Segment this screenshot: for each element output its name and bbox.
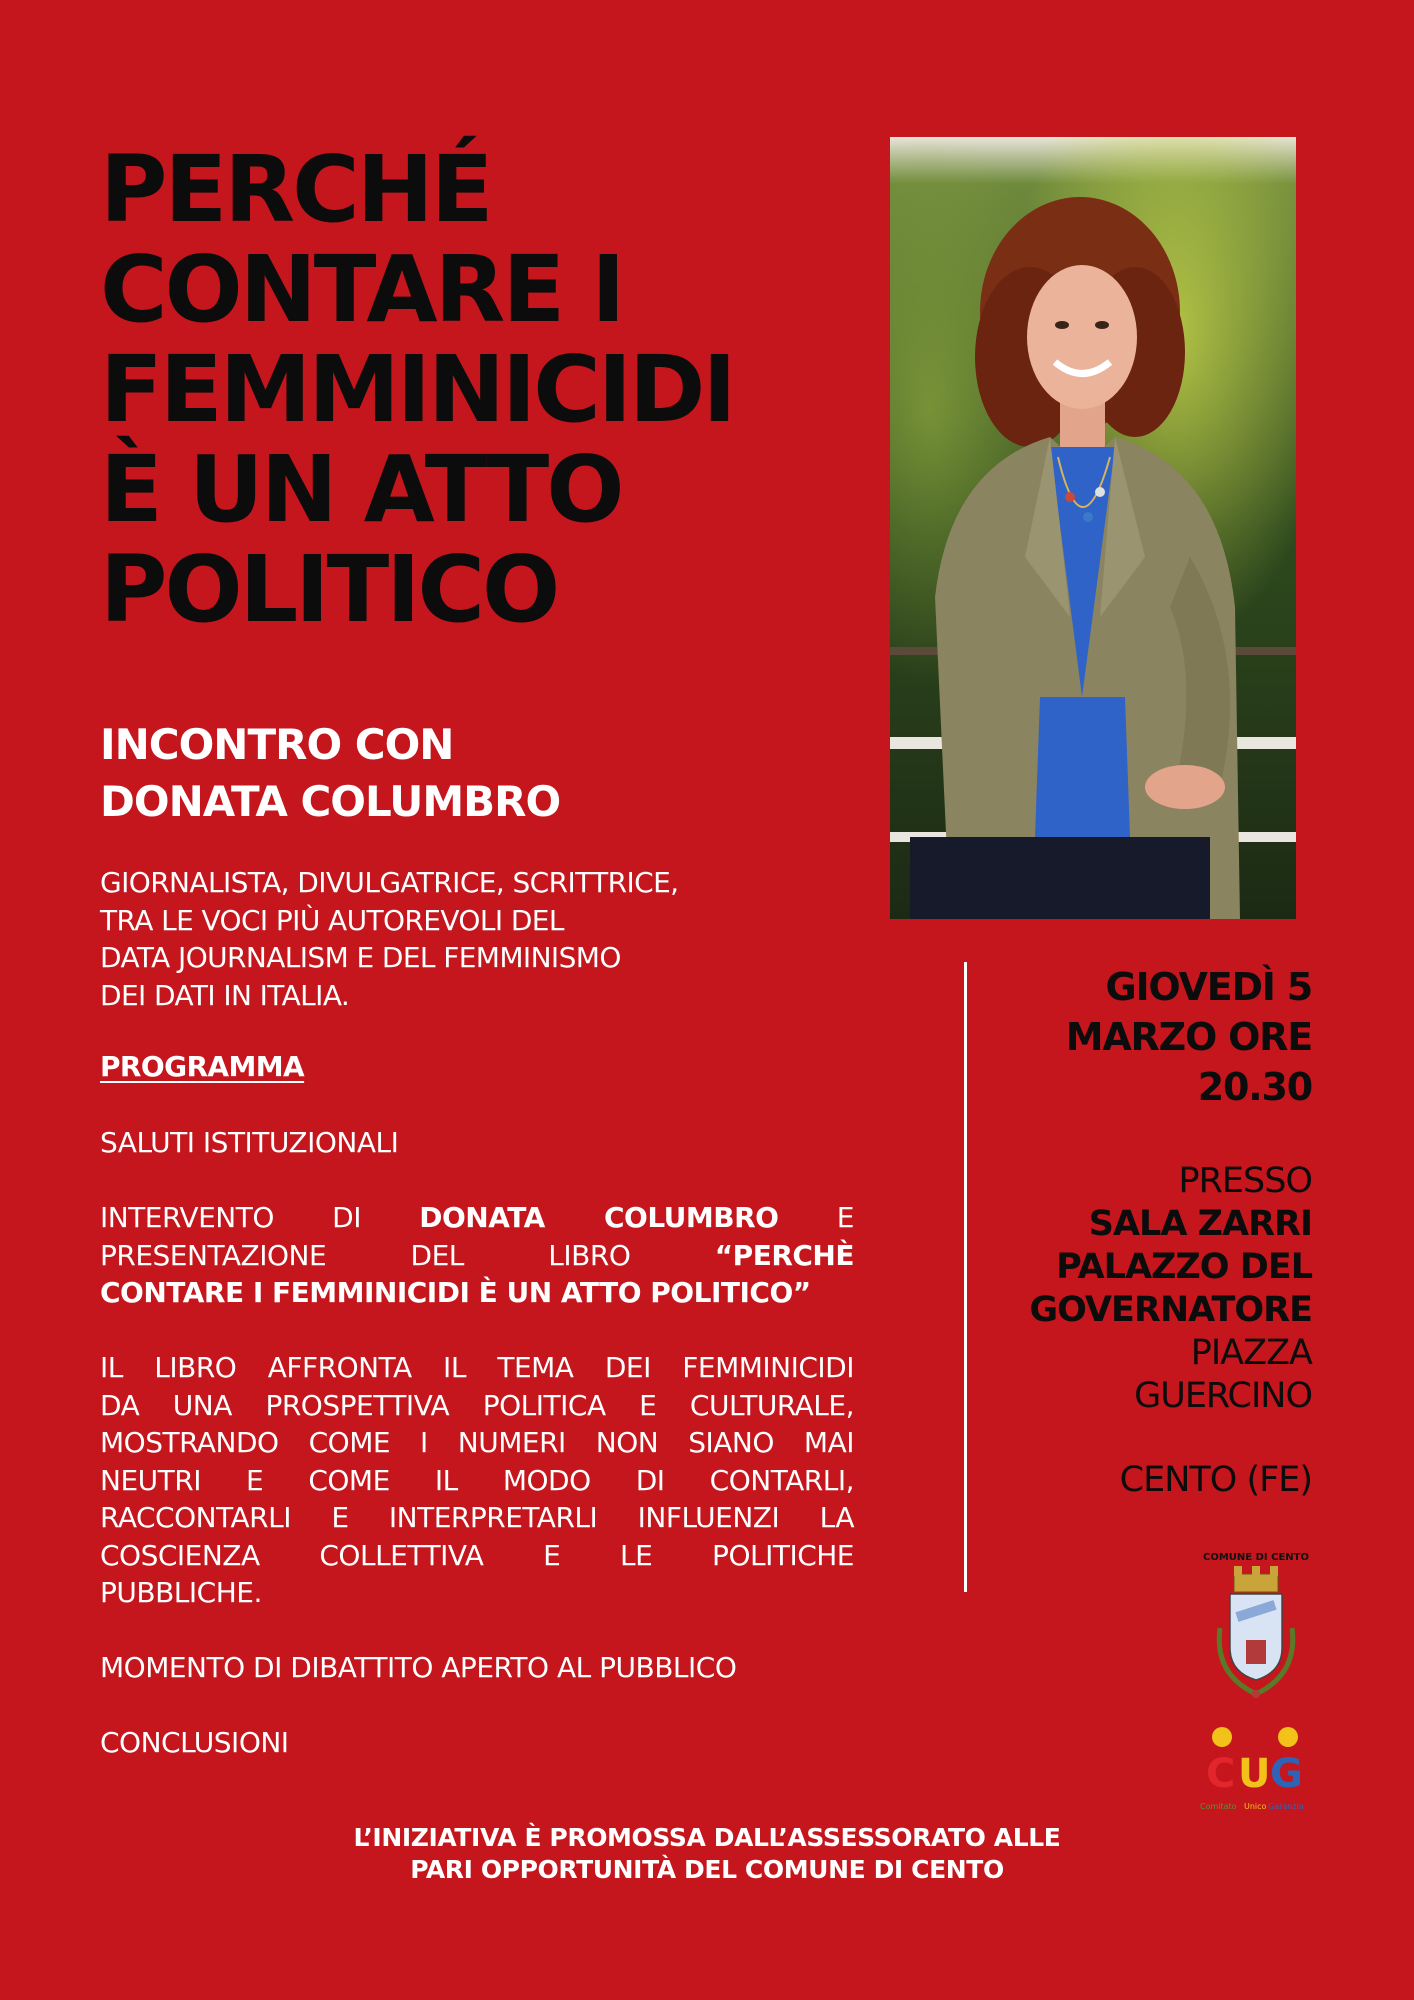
book-title: CONTARE I FEMMINICIDI È UN ATTO POLITICO” (100, 1276, 811, 1309)
comune-di-cento-crest-icon (1190, 1548, 1322, 1708)
footer-note (0, 1822, 1414, 1886)
libro-line: COSCIENZA COLLETTIVA E LE POLITICHE (100, 1538, 854, 1572)
footer-line: PARI OPPORTUNITÀ DEL COMUNE DI CENTO (410, 1855, 1004, 1884)
cug-letter: G (1270, 1751, 1303, 1797)
intervento-text: PRESENTAZIONE DEL LIBRO (100, 1238, 631, 1272)
footer-line: L’INIZIATIVA È PROMOSSA DALL’ASSESSORATO ALLE (353, 1823, 1061, 1852)
cug-caption: Comitato (1200, 1802, 1237, 1811)
bio-line: DATA JOURNALISM E DEL FEMMINISMO (100, 941, 621, 974)
event-title (100, 136, 800, 643)
cug-logo-icon (1200, 1725, 1310, 1815)
date-line: GIOVEDÌ 5 (1105, 965, 1312, 1009)
vertical-divider (964, 962, 967, 1592)
program-dibattito: MOMENTO DI DIBATTITO APERTO AL PUBBLICO (100, 1651, 737, 1684)
date-line: 20.30 (1197, 1065, 1312, 1109)
bio-line: GIORNALISTA, DIVULGATRICE, SCRITTRICE, (100, 866, 679, 899)
program-intervento (100, 1199, 854, 1312)
event-city: CENTO (FE) (1119, 1460, 1312, 1500)
guest-heading (100, 716, 800, 830)
cug-letter: C (1206, 1751, 1236, 1797)
intervento-text: E (836, 1201, 854, 1234)
title-line: CONTARE I (100, 236, 623, 343)
venue-presso: PRESSO (1178, 1161, 1312, 1201)
intervento-line (100, 1199, 854, 1237)
intervento-line (100, 1274, 854, 1312)
cug-caption: Garanzia (1268, 1802, 1304, 1811)
date-line: MARZO ORE (1065, 1015, 1312, 1059)
program-conclusioni: CONCLUSIONI (100, 1726, 289, 1759)
title-line: POLITICO (100, 536, 558, 643)
speaker-name: DONATA COLUMBRO (419, 1201, 779, 1234)
book-title: “PERCHÈ (714, 1238, 854, 1272)
bio-line: DEI DATI IN ITALIA. (100, 978, 350, 1012)
place-line: GUERCINO (1134, 1376, 1312, 1416)
venue-line: PALAZZO DEL (1056, 1247, 1312, 1287)
comune-label: COMUNE DI CENTO (1203, 1552, 1309, 1563)
guest-line: INCONTRO CON (100, 720, 454, 769)
libro-line: NEUTRI E COME IL MODO DI CONTARLI, (100, 1463, 854, 1497)
libro-line: DA UNA PROSPETTIVA POLITICA E CULTURALE, (100, 1388, 854, 1422)
program-libro (100, 1349, 854, 1612)
title-line: È UN ATTO (100, 436, 622, 543)
title-line: PERCHÉ (100, 136, 491, 243)
libro-line: MOSTRANDO COME I NUMERI NON SIANO MAI (100, 1426, 854, 1459)
intervento-line (100, 1237, 854, 1275)
intervento-text: INTERVENTO DI (100, 1201, 361, 1234)
venue-line: SALA ZARRI (1088, 1204, 1312, 1244)
cug-letter: U (1238, 1751, 1271, 1797)
cug-caption: Unico (1244, 1802, 1267, 1811)
guest-bio (100, 864, 820, 1014)
program-saluti: SALUTI ISTITUZIONALI (100, 1126, 399, 1159)
place-line: PIAZZA (1190, 1333, 1312, 1373)
program-heading: PROGRAMMA (100, 1050, 305, 1083)
speaker-photo (890, 137, 1296, 919)
venue-line: GOVERNATORE (1029, 1290, 1312, 1330)
libro-line: IL LIBRO AFFRONTA IL TEMA DEI FEMMINICIDI (100, 1351, 854, 1384)
libro-line: RACCONTARLI E INTERPRETARLI INFLUENZI LA (100, 1501, 854, 1534)
bio-line: TRA LE VOCI PIÙ AUTOREVOLI DEL (100, 903, 564, 937)
event-venue (972, 1160, 1312, 1418)
libro-line: PUBBLICHE. (100, 1576, 262, 1609)
guest-name: DONATA COLUMBRO (100, 777, 561, 826)
title-line: FEMMINICIDI (100, 336, 734, 443)
event-date (972, 962, 1312, 1112)
